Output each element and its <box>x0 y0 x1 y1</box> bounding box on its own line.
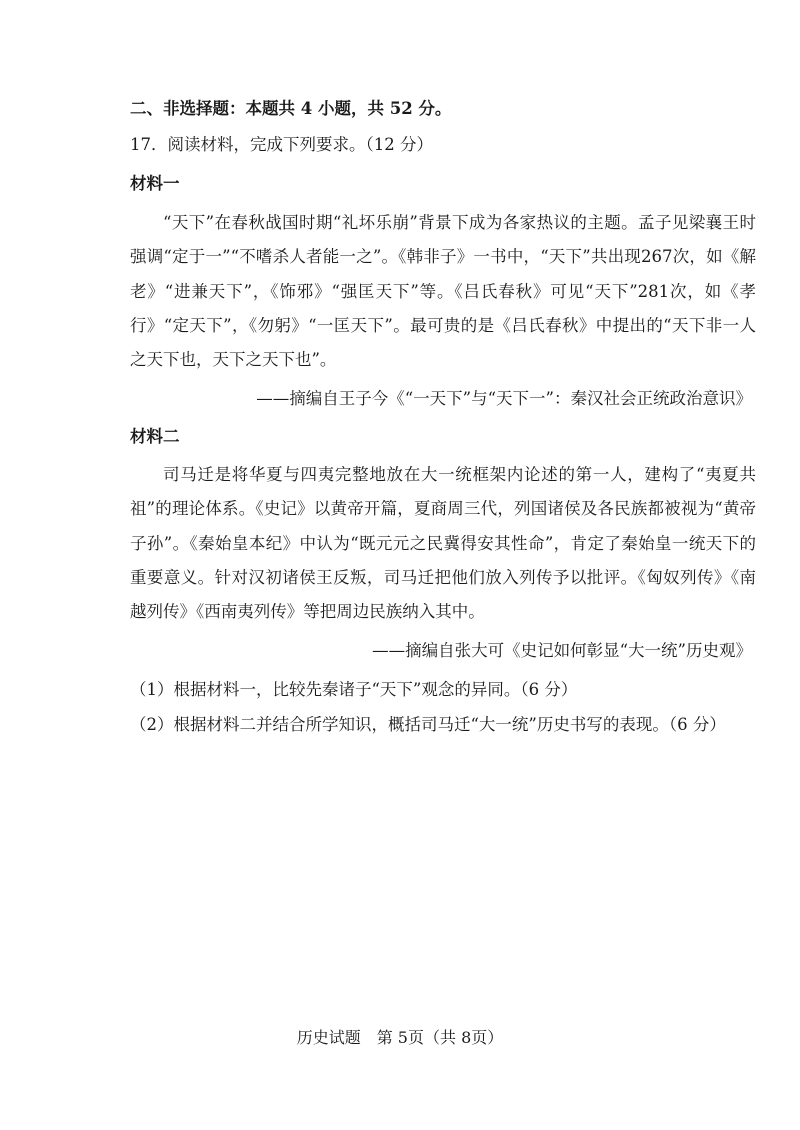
material-one-label: 材料一 <box>130 174 180 193</box>
section-heading: 二、非选择题：本题共 4 小题，共 52 分。 <box>130 99 452 118</box>
sub-question-1: （1）根据材料一，比较先秦诸子“天下”观念的异同。（6 分） <box>130 680 578 699</box>
page-footer: 历史试题 第 5页（共 8页） <box>296 1028 504 1047</box>
material-two-label: 材料二 <box>130 427 180 446</box>
question-stem: 17．阅读材料，完成下列要求。（12 分） <box>130 135 433 154</box>
material-two-source: ——摘编自张大可《史记如何彰显“大一统”历史观》 <box>372 641 752 660</box>
material-two-text: 司马迁是将华夏与四夷完整地放在大一统框架内论述的第一人，建构了“夷夏共祖”的理论体系。《史记》以黄帝开篇，夏商周三代，列国诸侯及各民族都被视为“黄帝子孙”。《秦始皇本纪》中认为“既元元之民冀得安其性命”，肯定了秦始皇一统天下的重要意义。针对汉初诸侯王反叛，司马迁把他们放入列传予以批评。《匈奴列传》《南越列传》《西南夷列传》等把周边民族纳入其中。 <box>130 465 756 622</box>
material-one-source: ——摘编自王子今《“一天下”与“天下一”：秦汉社会正统政治意识》 <box>256 389 752 408</box>
sub-question-2: （2）根据材料二并结合所学知识，概括司马迁“大一统”历史书写的表现。（6 分） <box>130 715 726 734</box>
material-one-text: “天下”在春秋战国时期“礼坏乐崩”背景下成为各家热议的主题。孟子见梁襄王时强调“定于一”“不嗜杀人者能一之”。《韩非子》一书中，“天下”共出现267次，如《解老》“进兼天下”，《饰邪》“强匡天下”等。《吕氏春秋》可见“天下”281次，如《孝行》“定天下”，《勿躬》“一匡天下”。最可贵的是《吕氏春秋》中提出的“天下非一人之天下也，天下之天下也”。 <box>130 213 756 370</box>
